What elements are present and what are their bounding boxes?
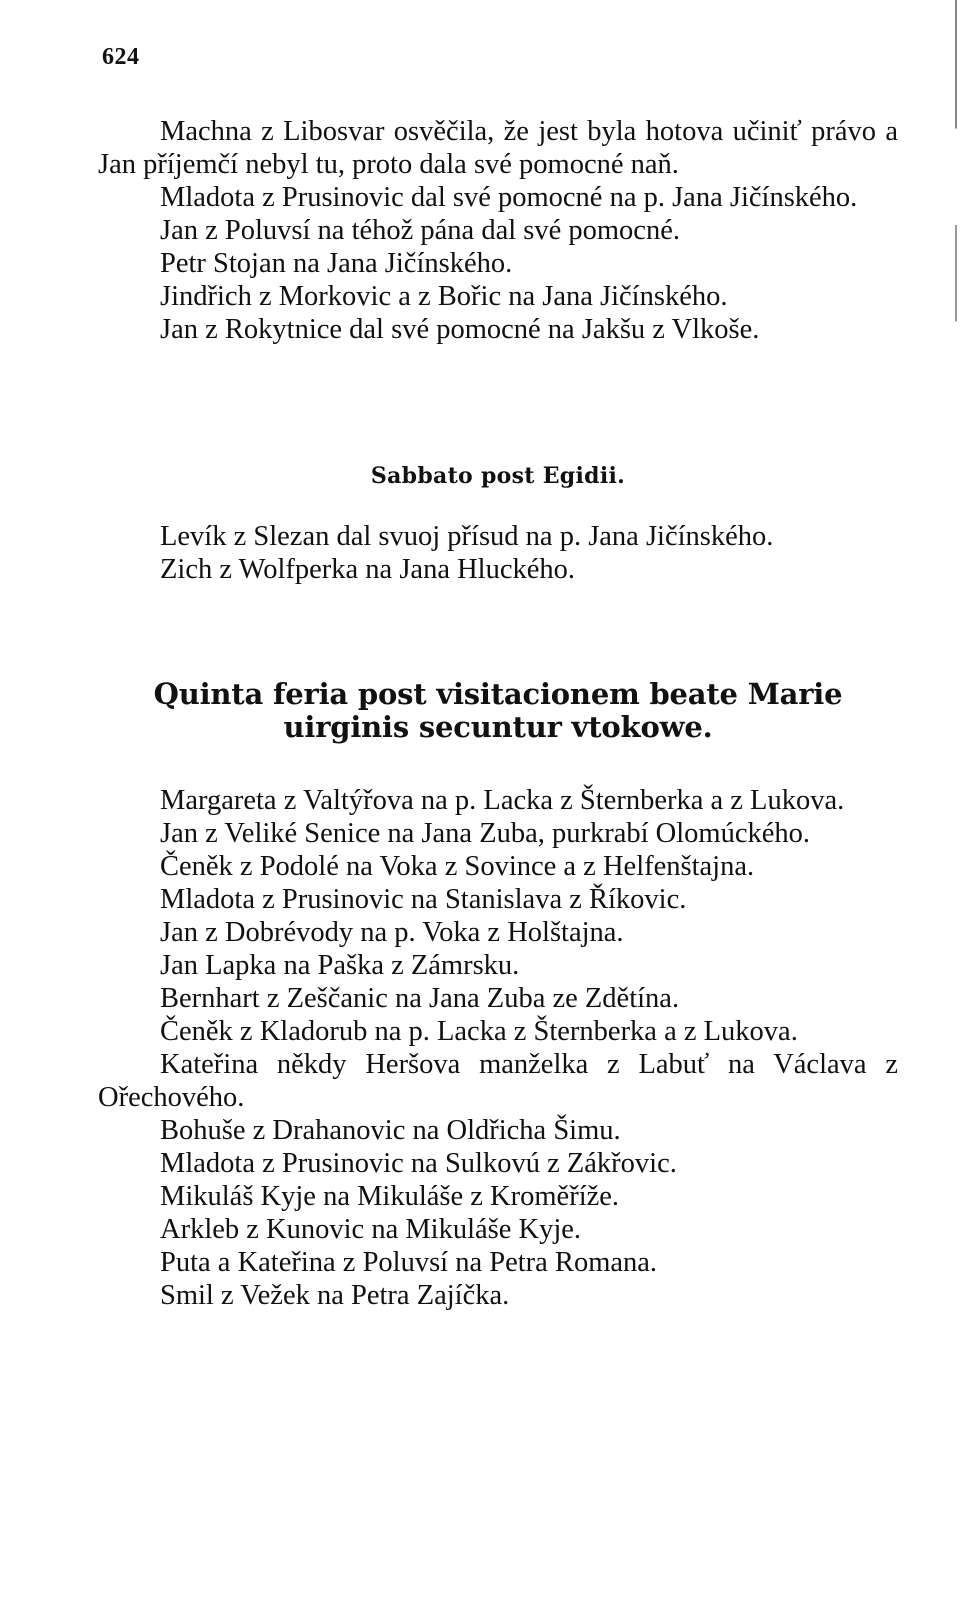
entry-paragraph: Jan z Poluvsí na téhož pána dal své pomocné. <box>160 215 680 246</box>
entry-paragraph: Levík z Slezan dal svuoj přísud na p. Jana Jičínského. <box>160 521 774 552</box>
entry-paragraph: Mikuláš Kyje na Mikuláše z Kroměříže. <box>160 1181 620 1212</box>
entry-paragraph: Jan z Veliké Senice na Jana Zuba, purkrabí Olomúckého. <box>160 818 811 849</box>
entry-paragraph: Mladota z Prusinovic na Stanislava z Říkovic. <box>160 884 687 915</box>
entry-paragraph: Smil z Vežek na Petra Zajíčka. <box>160 1280 510 1311</box>
entry-paragraph: Jindřich z Morkovic a z Bořic na Jana Jičínského. <box>160 281 728 312</box>
entry-paragraph: Mladota z Prusinovic na Sulkovú z Zákřovic. <box>160 1148 677 1179</box>
entry-paragraph: Jan Lapka na Paška z Zámrsku. <box>160 950 520 981</box>
entry-paragraph: Puta a Kateřina z Poluvsí na Petra Romana. <box>160 1247 658 1278</box>
entry-paragraph: Machna z Libosvar osvěčila, že jest byla hotova učiniť právo a Jan příjemčí nebyl tu, proto dala své pomocné naň. <box>98 116 898 180</box>
entry-paragraph: Jan z Dobrévody na p. Voka z Holštajna. <box>160 917 624 948</box>
entry-paragraph: Margareta z Valtýřova na p. Lacka z Šternberka a z Lukova. <box>160 785 845 816</box>
entry-paragraph: Arkleb z Kunovic na Mikuláše Kyje. <box>160 1214 582 1245</box>
entry-paragraph: Bernhart z Zeščanic na Jana Zuba ze Zdětína. <box>160 983 680 1014</box>
entry-paragraph: Zich z Wolfperka na Jana Hluckého. <box>160 554 576 585</box>
entries-block-1 <box>98 115 898 346</box>
entry-paragraph: Jan z Rokytnice dal své pomocné na Jakšu z Vlkoše. <box>160 314 760 345</box>
page-edge-line <box>955 0 957 1608</box>
entry-paragraph: Čeněk z Kladorub na p. Lacka z Šternberka a z Lukova. <box>160 1016 798 1047</box>
entry-paragraph: Čeněk z Podolé na Voka z Sovince a z Helfenštajna. <box>160 851 755 882</box>
entries-block-2 <box>98 520 898 586</box>
entries-block-3 <box>98 784 898 1312</box>
section-heading: Quinta feria post visitacionem beate Marie uirginis secuntur vtokowe. <box>153 677 843 744</box>
page-number: 624 <box>102 44 140 70</box>
entry-paragraph: Bohuše z Drahanovic na Oldřicha Šimu. <box>160 1115 621 1146</box>
entry-paragraph: Mladota z Prusinovic dal své pomocné na p. Jana Jičínského. <box>160 182 858 213</box>
entry-paragraph: Petr Stojan na Jana Jičínského. <box>160 248 513 279</box>
entry-paragraph: Kateřina někdy Heršova manželka z Labuť na Václava z Ořechového. <box>98 1049 898 1113</box>
date-subheading: Sabbato post Egidii. <box>370 463 626 489</box>
